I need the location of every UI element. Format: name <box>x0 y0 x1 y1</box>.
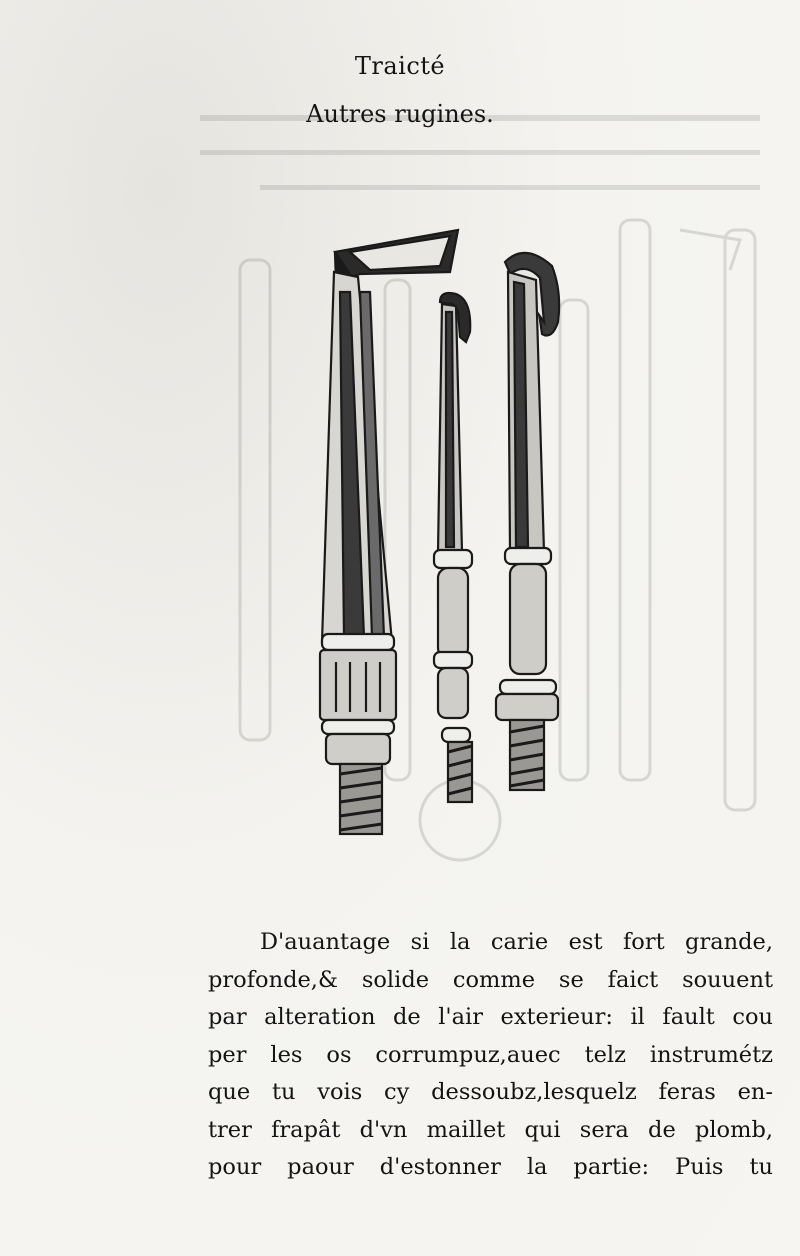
rugine-spoon-tip <box>496 253 559 790</box>
body-paragraph <box>208 924 773 1187</box>
text-line: que tu vois cy dessoubz,lesquelz feras en- <box>208 1079 773 1105</box>
text-line: profonde,& solide comme se faict souuent <box>208 966 773 993</box>
text-line: D'auantage si la carie est fort grande, <box>260 929 773 955</box>
text-line: pour paour d'estonner la partie: Puis tu <box>208 1154 773 1180</box>
running-head: Traicté <box>354 52 446 80</box>
rugine-instruments-woodcut <box>300 222 600 862</box>
rugine-small-hook <box>434 293 472 802</box>
text-line: par alteration de l'air exterieur: il fault cou <box>208 1004 773 1030</box>
text-line: per les os corrumpuz,auec telz instrumétz <box>208 1041 773 1068</box>
text-line: trer frapât d'vn maillet qui sera de plomb, <box>208 1116 773 1143</box>
section-title: Autres rugines. <box>306 100 494 128</box>
